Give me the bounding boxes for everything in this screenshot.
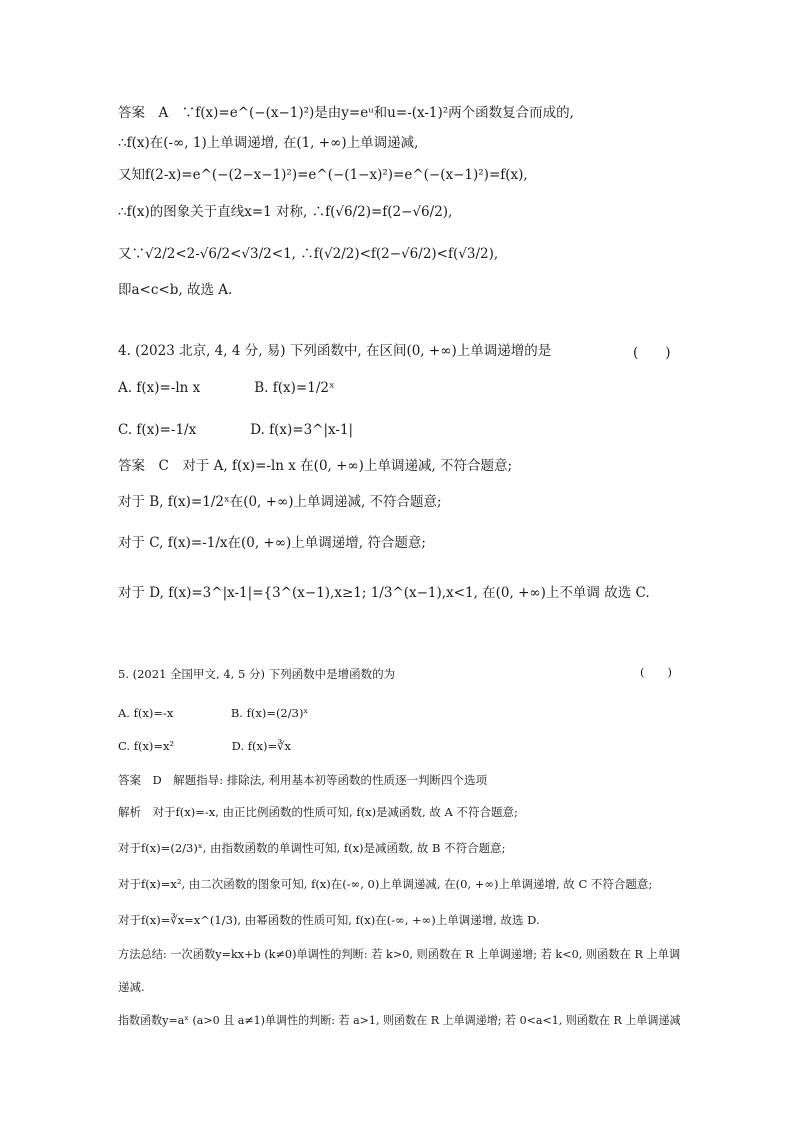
method-summary-linear: 方法总结: 一次函数y=kx+b (k≠0)单调性的判断: 若 k>0, 则函数在 R 上单调递增; 若 k<0, 则函数在 R 上单调 xyxy=(118,947,681,961)
q5-answer-blank: ( ) xyxy=(640,665,672,679)
q4-option-b-analysis: 对于 B, f(x)=1/2ˣ在(0, +∞)上单调递减, 不符合题意; xyxy=(118,494,442,510)
q5-analysis-a: 解析 对于f(x)=-x, 由正比例函数的性质可知, f(x)是减函数, 故 A 不符合题意; xyxy=(118,805,518,819)
q4-option-c-analysis: 对于 C, f(x)=-1/x在(0, +∞)上单调递增, 符合题意; xyxy=(118,535,426,551)
q3-symmetry-calc-line: 又知f(2-x)=e^(−(2−x−1)²)=e^(−(1−x)²)=e^(−(x−1)²)=f(x), xyxy=(118,167,528,183)
q3-symmetry-line: ∴f(x)的图象关于直线x=1 对称, ∴f(√6/2)=f(2−√6/2), xyxy=(118,204,453,220)
q3-compare-line: 又∵√2/2<2-√6/2<√3/2<1, ∴f(√2/2)<f(2−√6/2)<f(√3/2), xyxy=(118,246,499,262)
q5-stem: 5. (2021 全国甲文, 4, 5 分) 下列函数中是增函数的为 xyxy=(118,667,396,681)
q3-conclusion-line: 即a<c<b, 故选 A. xyxy=(118,282,233,298)
method-summary-linear-cont: 递减. xyxy=(118,980,145,994)
q5-analysis-b: 对于f(x)=(2/3)ˣ, 由指数函数的单调性可知, f(x)是减函数, 故 B 不符合题意; xyxy=(118,841,506,855)
q5-answer-line: 答案 D 解题指导: 排除法, 利用基本初等函数的性质逐一判断四个选项 xyxy=(118,773,488,787)
q4-options-ab: A. f(x)=-ln x B. f(x)=1/2ˣ xyxy=(118,380,335,396)
q3-answer-line: 答案 A ∵f(x)=e^(−(x−1)²)是由y=eᵘ和u=-(x-1)²两个函数复合而成的, xyxy=(118,105,574,121)
q4-option-d-analysis: 对于 D, f(x)=3^|x-1|={3^(x−1),x≥1; 1/3^(x−1),x<1, 在(0, +∞)上不单调 故选 C. xyxy=(118,585,650,601)
q4-stem: 4. (2023 北京, 4, 4 分, 易) 下列函数中, 在区间(0, +∞)上单调递增的是 xyxy=(118,343,552,359)
q3-monotonic-line: ∴f(x)在(-∞, 1)上单调递增, 在(1, +∞)上单调递减, xyxy=(118,135,419,151)
q4-answer-blank: ( ) xyxy=(633,345,671,361)
q5-analysis-c: 对于f(x)=x², 由二次函数的图象可知, f(x)在(-∞, 0)上单调递减, 在(0, +∞)上单调递增, 故 C 不符合题意; xyxy=(118,877,653,891)
q5-options-ab: A. f(x)=-x B. f(x)=(2/3)ˣ xyxy=(118,706,309,720)
q4-answer-line: 答案 C 对于 A, f(x)=-ln x 在(0, +∞)上单调递减, 不符合题意; xyxy=(118,458,513,474)
q5-options-cd: C. f(x)=x² D. f(x)=∛x xyxy=(118,739,291,753)
method-summary-exponential: 指数函数y=aˣ (a>0 且 a≠1)单调性的判断: 若 a>1, 则函数在 R 上单调递增; 若 0<a<1, 则函数在 R 上单调递减 xyxy=(118,1013,681,1027)
q4-options-cd: C. f(x)=-1/x D. f(x)=3^|x-1| xyxy=(118,422,354,438)
q5-analysis-d: 对于f(x)=∛x=x^(1/3), 由幂函数的性质可知, f(x)在(-∞, +∞)上单调递增, 故选 D. xyxy=(118,913,540,927)
